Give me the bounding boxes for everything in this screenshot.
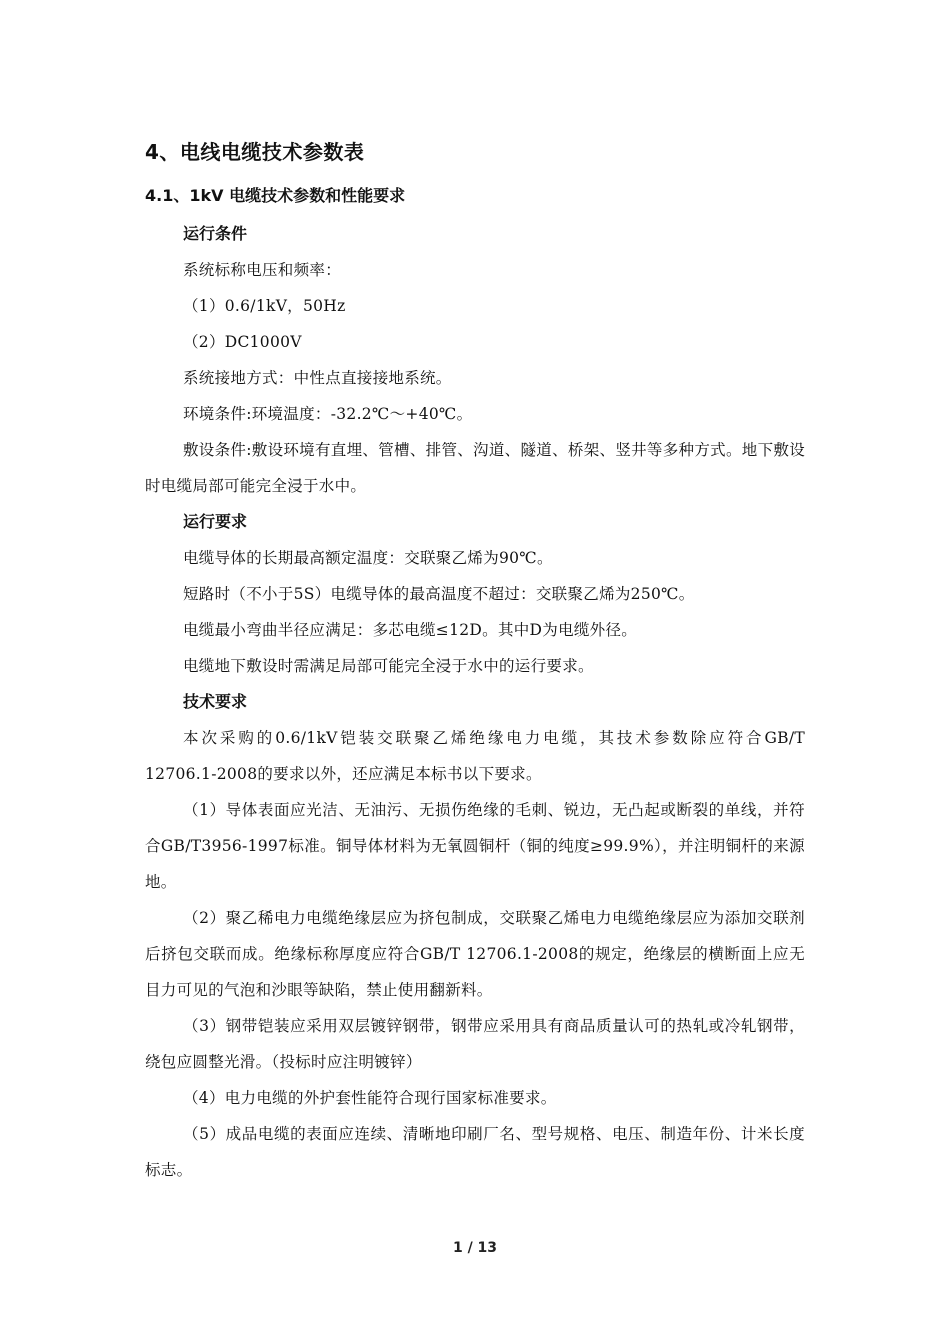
document-body [145, 134, 805, 1188]
paragraph: 电缆最小弯曲半径应满足：多芯电缆≤12D。其中D为电缆外径。 [183, 621, 638, 639]
paragraph: 系统接地方式：中性点直接接地系统。 [183, 369, 452, 387]
paragraph: 环境条件:环境温度：-32.2℃～+40℃。 [183, 405, 473, 423]
paragraph: 短路时（不小于5S）电缆导体的最高温度不超过：交联聚乙烯为250℃。 [183, 585, 695, 603]
paragraph: （3）钢带铠装应采用双层镀锌钢带，钢带应采用具有商品质量认可的热轧或冷轧钢带，绕包应圆整光滑。（投标时应注明镀锌） [145, 1017, 805, 1071]
paragraph: （1）导体表面应光洁、无油污、无损伤绝缘的毛刺、锐边，无凸起或断裂的单线，并符合GB/T3956-1997标准。铜导体材料为无氧圆铜杆（铜的纯度≥99.9%），并注明铜杆的来源地。 [145, 801, 805, 891]
paragraph: （1）0.6/1kV，50Hz [183, 297, 346, 315]
paragraph: （2）DC1000V [183, 333, 302, 351]
page-number: 1 / 13 [452, 1240, 498, 1256]
operating-requirements-heading: 运行要求 [183, 512, 248, 531]
paragraph: （4）电力电缆的外护套性能符合现行国家标准要求。 [183, 1089, 557, 1107]
paragraph: 系统标称电压和频率： [183, 261, 342, 279]
page-title: 4、电线电缆技术参数表 [145, 140, 365, 164]
technical-requirements-heading: 技术要求 [183, 692, 248, 711]
paragraph: 电缆导体的长期最高额定温度：交联聚乙烯为90℃。 [183, 549, 553, 567]
operating-conditions-heading: 运行条件 [183, 224, 248, 243]
paragraph: （5）成品电缆的表面应连续、清晰地印刷厂名、型号规格、电压、制造年份、计米长度标志。 [145, 1125, 805, 1179]
paragraph: 电缆地下敷设时需满足局部可能完全浸于水中的运行要求。 [183, 657, 594, 675]
paragraph: （2）聚乙稀电力电缆绝缘层应为挤包制成，交联聚乙烯电力电缆绝缘层应为添加交联剂后挤包交联而成。绝缘标称厚度应符合GB/T 12706.1-2008的规定，绝缘层的横断面上应无目力可见的气泡和沙眼等缺陷，禁止使用翻新料。 [145, 909, 805, 999]
section-heading: 4.1、1kV 电缆技术参数和性能要求 [145, 186, 406, 205]
paragraph: 敷设条件:敷设环境有直埋、管槽、排管、沟道、隧道、桥架、竖井等多种方式。地下敷设时电缆局部可能完全浸于水中。 [145, 441, 805, 495]
paragraph: 本次采购的0.6/1kV铠装交联聚乙烯绝缘电力电缆，其技术参数除应符合GB/T 12706.1-2008的要求以外，还应满足本标书以下要求。 [145, 729, 805, 783]
